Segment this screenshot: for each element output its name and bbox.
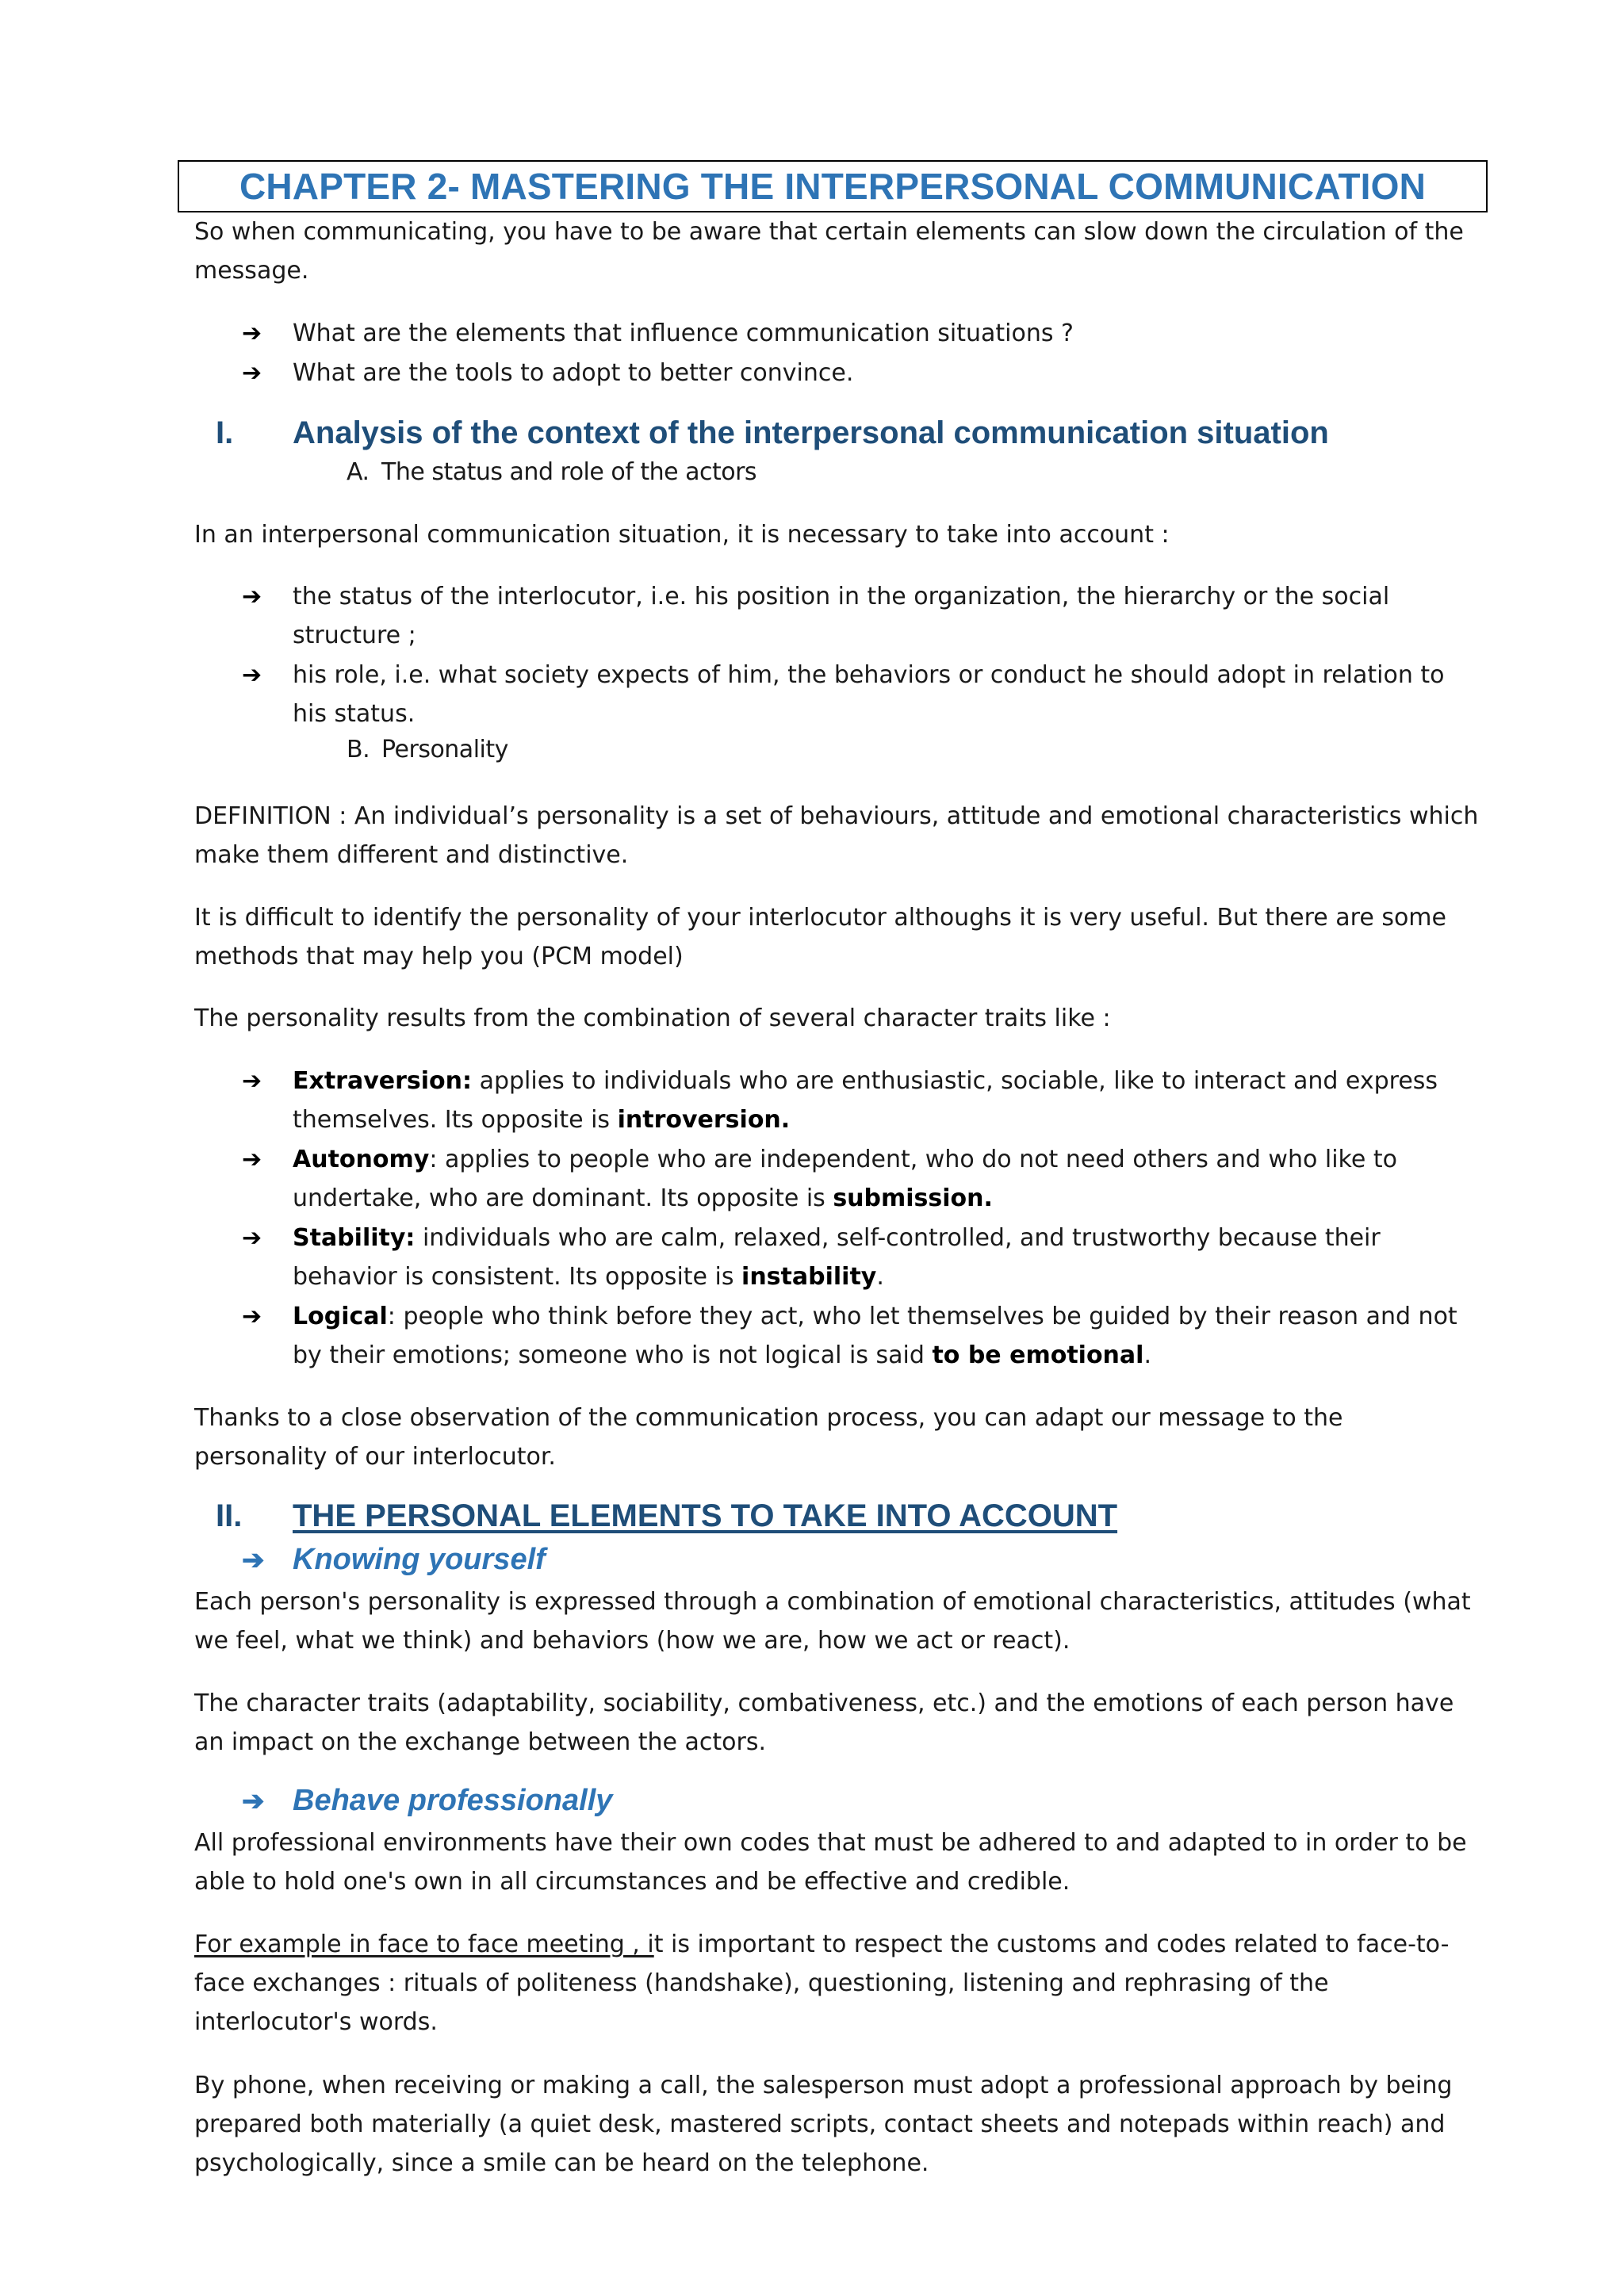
bullet-text: What are the tools to adopt to better convince.	[293, 359, 854, 387]
phone-paragraph: By phone, when receiving or making a call, the salesperson must adopt a professional approach by being prepared both materially (a quiet desk, mastered scripts, contact sheets and notepads within reach) and psychologically, since a smile can be heard on the telephone.	[194, 2072, 1453, 2177]
section-number: I.	[216, 415, 234, 450]
arrow-icon: ➔	[242, 359, 262, 387]
subheading-title: The status and role of the actors	[381, 458, 757, 486]
trait-bullet	[242, 1062, 1479, 1139]
arrow-icon: ➔	[242, 1545, 265, 1575]
paragraph: In an interpersonal communication situation, it is necessary to take into account :	[194, 521, 1170, 549]
trait-tail: .	[876, 1263, 884, 1291]
bullet-text: What are the elements that influence communication situations ?	[293, 320, 1074, 347]
section-heading-1	[216, 415, 1329, 451]
status-bullet	[242, 577, 1479, 655]
trait-text: : applies to people who are independent, who do not need others and who like to undertake, who are dominant. Its opposite is	[293, 1146, 1397, 1212]
paragraph: The character traits (adaptability, sociability, combativeness, etc.) and the emotions of each person have an impact on the exchange between the actors.	[194, 1689, 1454, 1756]
subheading-b	[347, 736, 508, 763]
section-number: II.	[216, 1498, 243, 1533]
arrow-icon: ➔	[242, 1786, 265, 1816]
bullet-text: his role, i.e. what society expects of him, the behaviors or conduct he should adopt in relation to his status.	[293, 661, 1445, 728]
paragraph: Each person's personality is expressed through a combination of emotional characteristics, attitudes (what we feel, what we think) and behaviors (how we are, how we act or react).	[194, 1588, 1471, 1655]
sub-section-title: Behave professionally	[293, 1784, 613, 1817]
arrow-icon: ➔	[242, 661, 262, 689]
trait-opposite: introversion.	[617, 1106, 791, 1134]
trait-bullet	[242, 1140, 1479, 1218]
paragraph-text: t is important to respect the customs and codes related to face-to-face exchanges : rituals of politeness (handshake), questioning, listening and rephrasing of the interlocutor's words.	[194, 1931, 1450, 2036]
role-bullet	[242, 656, 1479, 733]
trait-bullet	[242, 1297, 1479, 1375]
chapter-title: CHAPTER 2- MASTERING THE INTERPERSONAL COMMUNICATION	[239, 166, 1427, 207]
paragraph: Thanks to a close observation of the communication process, you can adapt our message to the personality of our interlocutor.	[194, 1404, 1343, 1471]
trait-text: : people who think before they act, who let themselves be guided by their reason and not by their emotions; someone who is not logical is said	[293, 1303, 1457, 1369]
intro-bullet	[242, 354, 1479, 392]
trait-tail: .	[1143, 1341, 1151, 1369]
arrow-icon: ➔	[242, 1146, 262, 1173]
section-title: THE PERSONAL ELEMENTS TO TAKE INTO ACCOUNT	[293, 1498, 1118, 1533]
paragraph: The personality results from the combination of several character traits like :	[194, 1004, 1111, 1032]
intro-paragraph: So when communicating, you have to be aware that certain elements can slow down the circulation of the message.	[194, 218, 1464, 285]
section-heading-2	[216, 1498, 1117, 1534]
knowing-yourself-heading	[242, 1543, 546, 1577]
chapter-title-box	[178, 160, 1488, 212]
paragraph: It is difficult to identify the personality of your interlocutor althoughs it is very useful. But there are some methods that may help you (PCM model)	[194, 904, 1446, 970]
definition-paragraph: DEFINITION : An individual’s personality is a set of behaviours, attitude and emotional characteristics which make them different and distinctive.	[194, 802, 1479, 869]
subheading-a	[347, 458, 756, 486]
section-title: Analysis of the context of the interpersonal communication situation	[293, 415, 1329, 450]
arrow-icon: ➔	[242, 1224, 262, 1252]
face-to-face-paragraph	[194, 1925, 1479, 2042]
intro-bullet	[242, 314, 1479, 353]
paragraph: All professional environments have their own codes that must be adhered to and adapted to in order to be able to hold one's own in all circumstances and be effective and credible.	[194, 1829, 1467, 1896]
bullet-text: the status of the interlocutor, i.e. his position in the organization, the hierarchy or the social structure ;	[293, 583, 1390, 649]
trait-opposite: submission.	[833, 1184, 993, 1212]
sub-section-title: Knowing yourself	[293, 1543, 546, 1576]
arrow-icon: ➔	[242, 1303, 262, 1330]
behave-professionally-heading	[242, 1784, 612, 1818]
subheading-title: Personality	[381, 736, 508, 763]
trait-text: individuals who are calm, relaxed, self-controlled, and trustworthy because their behavior is consistent. Its opposite is	[293, 1224, 1381, 1291]
subheading-number: A.	[347, 458, 370, 486]
subheading-number: B.	[347, 736, 370, 763]
trait-text: applies to individuals who are enthusiastic, sociable, like to interact and express themselves. Its opposite is	[293, 1067, 1438, 1134]
arrow-icon: ➔	[242, 320, 262, 347]
arrow-icon: ➔	[242, 583, 262, 610]
trait-term: Autonomy	[293, 1146, 430, 1173]
trait-term: Stability:	[293, 1224, 416, 1252]
trait-term: Extraversion:	[293, 1067, 473, 1095]
underlined-text: For example in face to face meeting , i	[194, 1931, 654, 1958]
trait-opposite: instability	[741, 1263, 877, 1291]
trait-bullet	[242, 1219, 1479, 1296]
arrow-icon: ➔	[242, 1067, 262, 1095]
trait-term: Logical	[293, 1303, 388, 1330]
trait-opposite: to be emotional	[932, 1341, 1144, 1369]
